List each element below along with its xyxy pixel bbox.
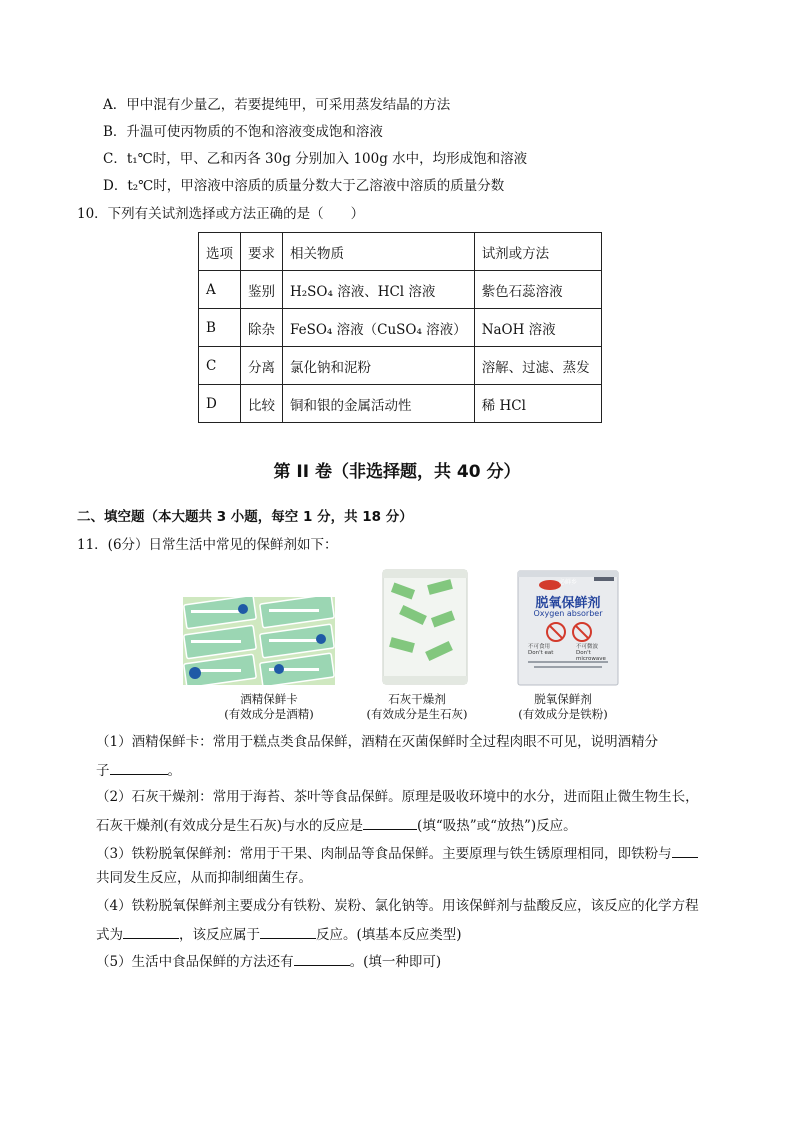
caption-name: 酒精保鲜卡 xyxy=(240,692,298,706)
oxygen-absorber-image xyxy=(516,569,620,687)
q11-part3-line2: 共同发生反应，从而抑制细菌生存。 xyxy=(96,870,312,886)
table-cell: B xyxy=(199,309,241,347)
package-warning: 不可食用 xyxy=(528,644,551,650)
table-cell: 比较 xyxy=(241,385,283,423)
answer-blank[interactable] xyxy=(294,951,350,966)
section-title: 第 II 卷（非选择题，共 40 分） xyxy=(273,462,521,482)
table-header-row xyxy=(199,233,602,271)
q10-table xyxy=(198,232,602,423)
table-cell: FeSO₄ 溶液（CuSO₄ 溶液） xyxy=(283,309,475,347)
q9-option-c: C．t₁℃时，甲、乙和丙各 30g 分别加入 100g 水中，均形成饱和溶液 xyxy=(103,151,528,167)
q11-part2-line1: （2）石灰干燥剂：常用于海苔、茶叶等食品保鲜。原理是吸收环境中的水分，进而阻止微生物生长， xyxy=(96,789,699,805)
q11-part4-middle: ，该反应属于 xyxy=(179,927,260,943)
q9-option-d: D．t₂℃时，甲溶液中溶质的质量分数大于乙溶液中溶质的质量分数 xyxy=(103,178,505,194)
answer-blank[interactable] xyxy=(363,815,417,830)
answer-blank[interactable] xyxy=(123,924,179,939)
table-cell: C xyxy=(199,347,241,385)
answer-blank[interactable] xyxy=(260,924,316,939)
table-row xyxy=(199,347,602,385)
table-cell: 鉴别 xyxy=(241,271,283,309)
q9-option-b: B．升温可使丙物质的不饱和溶液变成饱和溶液 xyxy=(103,124,383,140)
q11-part1-line1: （1）酒精保鲜卡：常用于糕点类食品保鲜，酒精在灭菌保鲜时全过程肉眼不可见，说明酒精分 xyxy=(96,734,659,750)
table-cell: 稀 HCl xyxy=(474,385,601,423)
part-heading: 二、填空题（本大题共 3 小题，每空 1 分，共 18 分） xyxy=(77,509,413,525)
table-cell: H₂SO₄ 溶液、HCl 溶液 xyxy=(283,271,475,309)
q11-part4-suffix: 反应。(填基本反应类型) xyxy=(316,927,462,943)
table-cell: 紫色石蕊溶液 xyxy=(474,271,601,309)
q11-part4-prefix: 式为 xyxy=(96,927,123,943)
caption-note: (有效成分是铁粉) xyxy=(518,707,608,721)
q11-part5-prefix: （5）生活中食品保鲜的方法还有 xyxy=(96,954,294,970)
package-warning: 不可微波 xyxy=(576,644,599,650)
table-cell: 氯化钠和泥粉 xyxy=(283,347,475,385)
table-row xyxy=(199,309,602,347)
caption-oxygen-absorber xyxy=(488,692,638,722)
package-warning: Don't eat xyxy=(528,650,554,656)
caption-lime-desiccant xyxy=(342,692,492,722)
table-cell: 溶解、过滤、蒸发 xyxy=(474,347,601,385)
package-title: 脱氧保鲜剂 xyxy=(535,596,601,611)
package-warning: Don't microwave xyxy=(576,650,606,662)
q10-stem: 10．下列有关试剂选择或方法正确的是（ ） xyxy=(77,206,365,222)
q11-part1-prefix: 子 xyxy=(96,763,110,779)
q11-part3-text: （3）铁粉脱氧保鲜剂：常用于干果、肉制品等食品保鲜。主要原理与铁生锈原理相同，即铁粉与 xyxy=(96,846,672,862)
caption-note: (有效成分是酒精) xyxy=(224,707,314,721)
table-row xyxy=(199,385,602,423)
q11-part4-line2 xyxy=(96,924,462,944)
table-header-cell: 试剂或方法 xyxy=(474,233,601,271)
caption-note: (有效成分是生石灰) xyxy=(366,707,468,721)
table-cell: 除杂 xyxy=(241,309,283,347)
q11-part5-suffix: 。(填一种即可) xyxy=(349,954,442,970)
q11-part1-suffix: 。 xyxy=(167,763,181,779)
q11-stem: 11．(6分）日常生活中常见的保鲜剂如下： xyxy=(77,537,338,553)
table-cell: 铜和银的金属活动性 xyxy=(283,385,475,423)
table-header-cell: 相关物质 xyxy=(283,233,475,271)
table-cell: NaOH 溶液 xyxy=(474,309,601,347)
q11-part2-prefix: 石灰干燥剂(有效成分是生石灰)与水的反应是 xyxy=(96,818,364,834)
caption-name: 脱氧保鲜剂 xyxy=(534,692,592,706)
caption-name: 石灰干燥剂 xyxy=(388,692,446,706)
alcohol-card-image xyxy=(183,597,335,685)
caption-alcohol-card xyxy=(194,692,344,722)
q11-part2-line2 xyxy=(96,815,577,835)
answer-blank[interactable] xyxy=(672,843,698,858)
q11-part4-line1: （4）铁粉脱氧保鲜剂主要成分有铁粉、炭粉、氯化钠等。用该保鲜剂与盐酸反应，该反应的化学方程 xyxy=(96,898,699,914)
table-cell: A xyxy=(199,271,241,309)
q9-option-a: A．甲中混有少量乙，若要提纯甲，可采用蒸发结晶的方法 xyxy=(103,97,451,113)
package-subtitle: Oxygen absorber xyxy=(533,609,603,618)
table-cell: 分离 xyxy=(241,347,283,385)
package-brand: 必鲜乡 xyxy=(558,579,577,586)
table-row xyxy=(199,271,602,309)
q11-part2-suffix: (填“吸热”或“放热”)反应。 xyxy=(417,818,577,834)
q11-part5-line xyxy=(96,951,441,971)
q11-part3-line1 xyxy=(96,843,698,863)
table-cell: D xyxy=(199,385,241,423)
lime-desiccant-image xyxy=(380,568,470,686)
table-header-cell: 选项 xyxy=(199,233,241,271)
answer-blank[interactable] xyxy=(110,760,168,775)
table-header-cell: 要求 xyxy=(241,233,283,271)
q11-part1-line2 xyxy=(96,760,181,780)
